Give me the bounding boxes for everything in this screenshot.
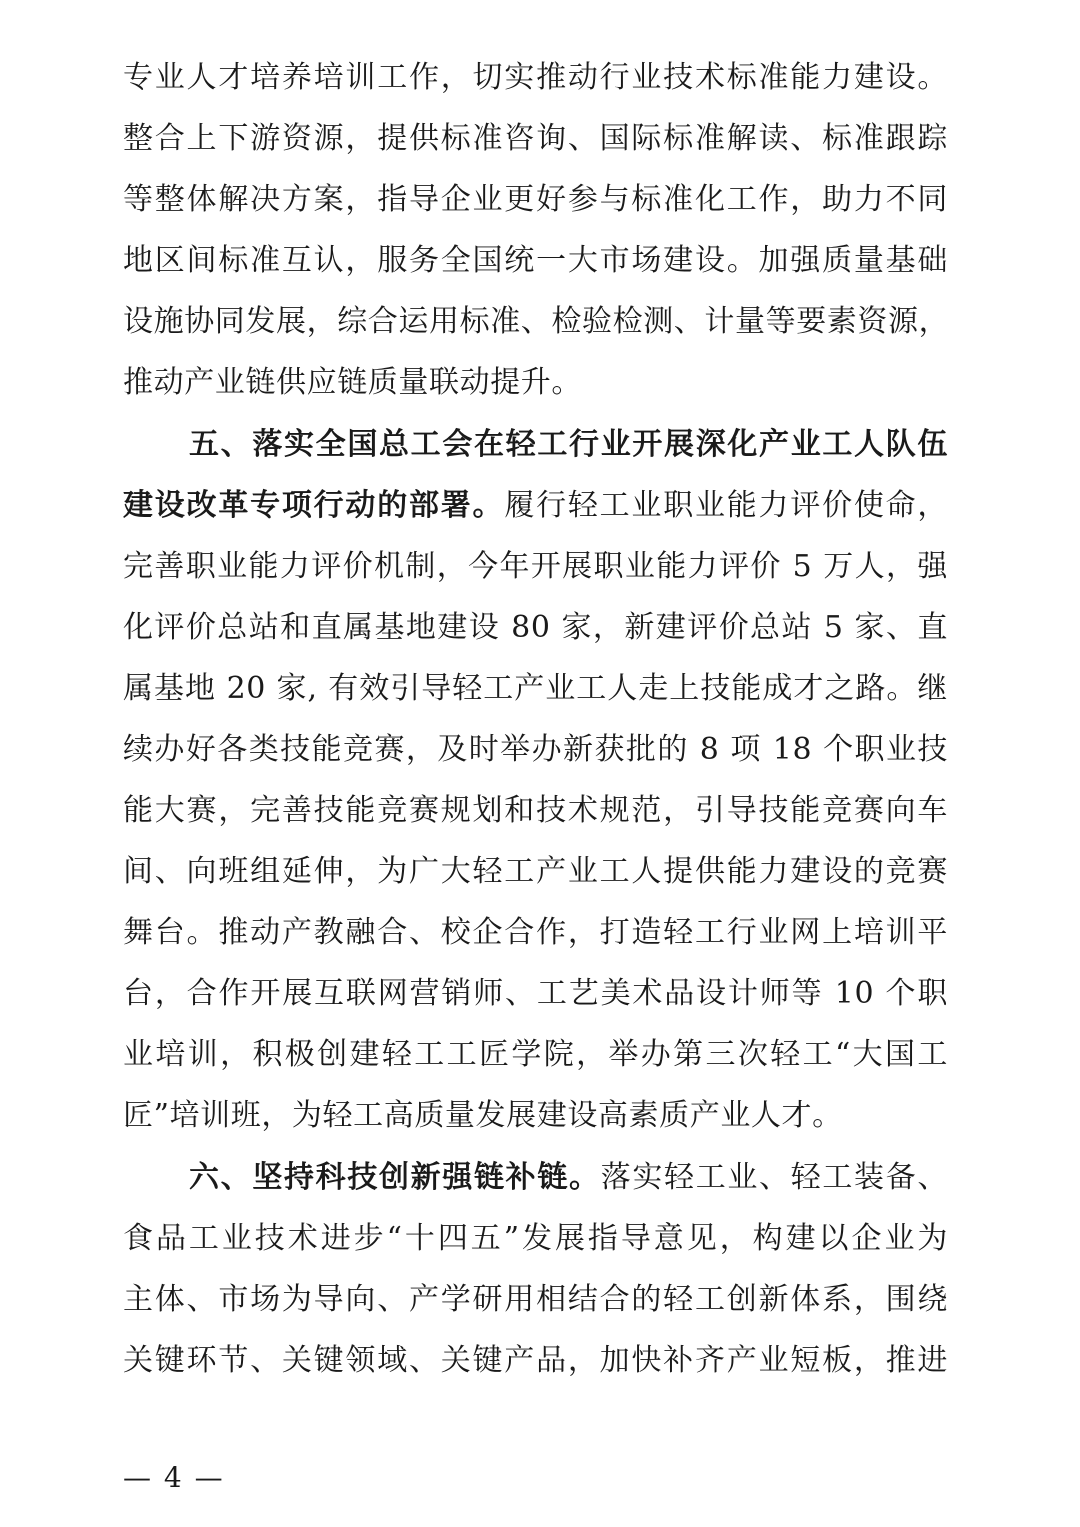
body-line: [123, 852, 948, 892]
line-text: 间、向班组延伸，为广大轻工产业工人提供能力建设的竞赛: [123, 854, 948, 889]
body-line: [123, 1219, 948, 1259]
section-heading-line: [189, 1158, 948, 1198]
line-text: 等整体解决方案，指导企业更好参与标准化工作，助力不同: [123, 182, 948, 217]
page-number: — 4 —: [123, 1461, 225, 1494]
body-line: [123, 730, 948, 770]
line-text: 匠”培训班，为轻工高质量发展建设高素质产业人才。: [123, 1098, 843, 1133]
line-text: 地区间标准互认，服务全国统一大市场建设。加强质量基础: [123, 243, 948, 278]
body-line: [123, 302, 948, 342]
line-text: 落实轻工业、轻工装备、: [600, 1160, 948, 1195]
line-text: 业培训，积极创建轻工工匠学院，举办第三次轻工“大国工: [123, 1037, 948, 1072]
line-text: 属基地 20 家, 有效引导轻工产业工人走上技能成才之路。继: [123, 671, 948, 706]
line-text: 主体、市场为导向、产学研用相结合的轻工创新体系，围绕: [123, 1282, 948, 1317]
line-text: 推动产业链供应链质量联动提升。: [123, 365, 582, 400]
line-text: 台，合作开展互联网营销师、工艺美术品设计师等 10 个职: [123, 976, 948, 1011]
line-text: 整合上下游资源，提供标准咨询、国际标准解读、标准跟踪: [123, 121, 948, 156]
line-text: 设施协同发展，综合运用标准、检验检测、计量等要素资源，: [123, 304, 950, 339]
body-line: [123, 1035, 948, 1075]
line-text: 专业人才培养培训工作，切实推动行业技术标准能力建设。: [123, 60, 948, 95]
line-text: 化评价总站和直属基地建设 80 家，新建评价总站 5 家、直: [123, 610, 948, 645]
line-text: 舞台。推动产教融合、校企合作，打造轻工行业网上培训平: [123, 915, 948, 950]
body-line: [123, 791, 948, 831]
section-heading-five-end: 建设改革专项行动的部署。: [123, 488, 505, 523]
section-heading-five: 五、落实全国总工会在轻工行业开展深化产业工人队伍: [189, 427, 948, 462]
line-text: 食品工业技术进步“十四五”发展指导意见，构建以企业为: [123, 1221, 948, 1256]
line-text: 关键环节、关键领域、关键产品，加快补齐产业短板，推进: [123, 1343, 948, 1378]
body-line: [123, 486, 948, 526]
line-text: 完善职业能力评价机制，今年开展职业能力评价 5 万人，强: [123, 549, 948, 584]
body-line: [123, 241, 948, 281]
line-text: 履行轻工业职业能力评价使命，: [504, 488, 948, 523]
body-line: [123, 913, 948, 953]
body-line: [123, 363, 948, 403]
body-line: [123, 58, 948, 98]
body-line: [123, 974, 948, 1014]
body-line: [123, 669, 948, 709]
section-heading-line: [189, 425, 948, 465]
section-heading-six: 六、坚持科技创新强链补链。: [189, 1160, 601, 1195]
body-line: [123, 1280, 948, 1320]
line-text: 能大赛，完善技能竞赛规划和技术规范，引导技能竞赛向车: [123, 793, 948, 828]
body-line: [123, 180, 948, 220]
body-line: [123, 1096, 948, 1136]
body-line: [123, 1341, 948, 1381]
line-text: 续办好各类技能竞赛，及时举办新获批的 8 项 18 个职业技: [123, 732, 948, 767]
body-line: [123, 547, 948, 587]
body-line: [123, 608, 948, 648]
body-line: [123, 119, 948, 159]
